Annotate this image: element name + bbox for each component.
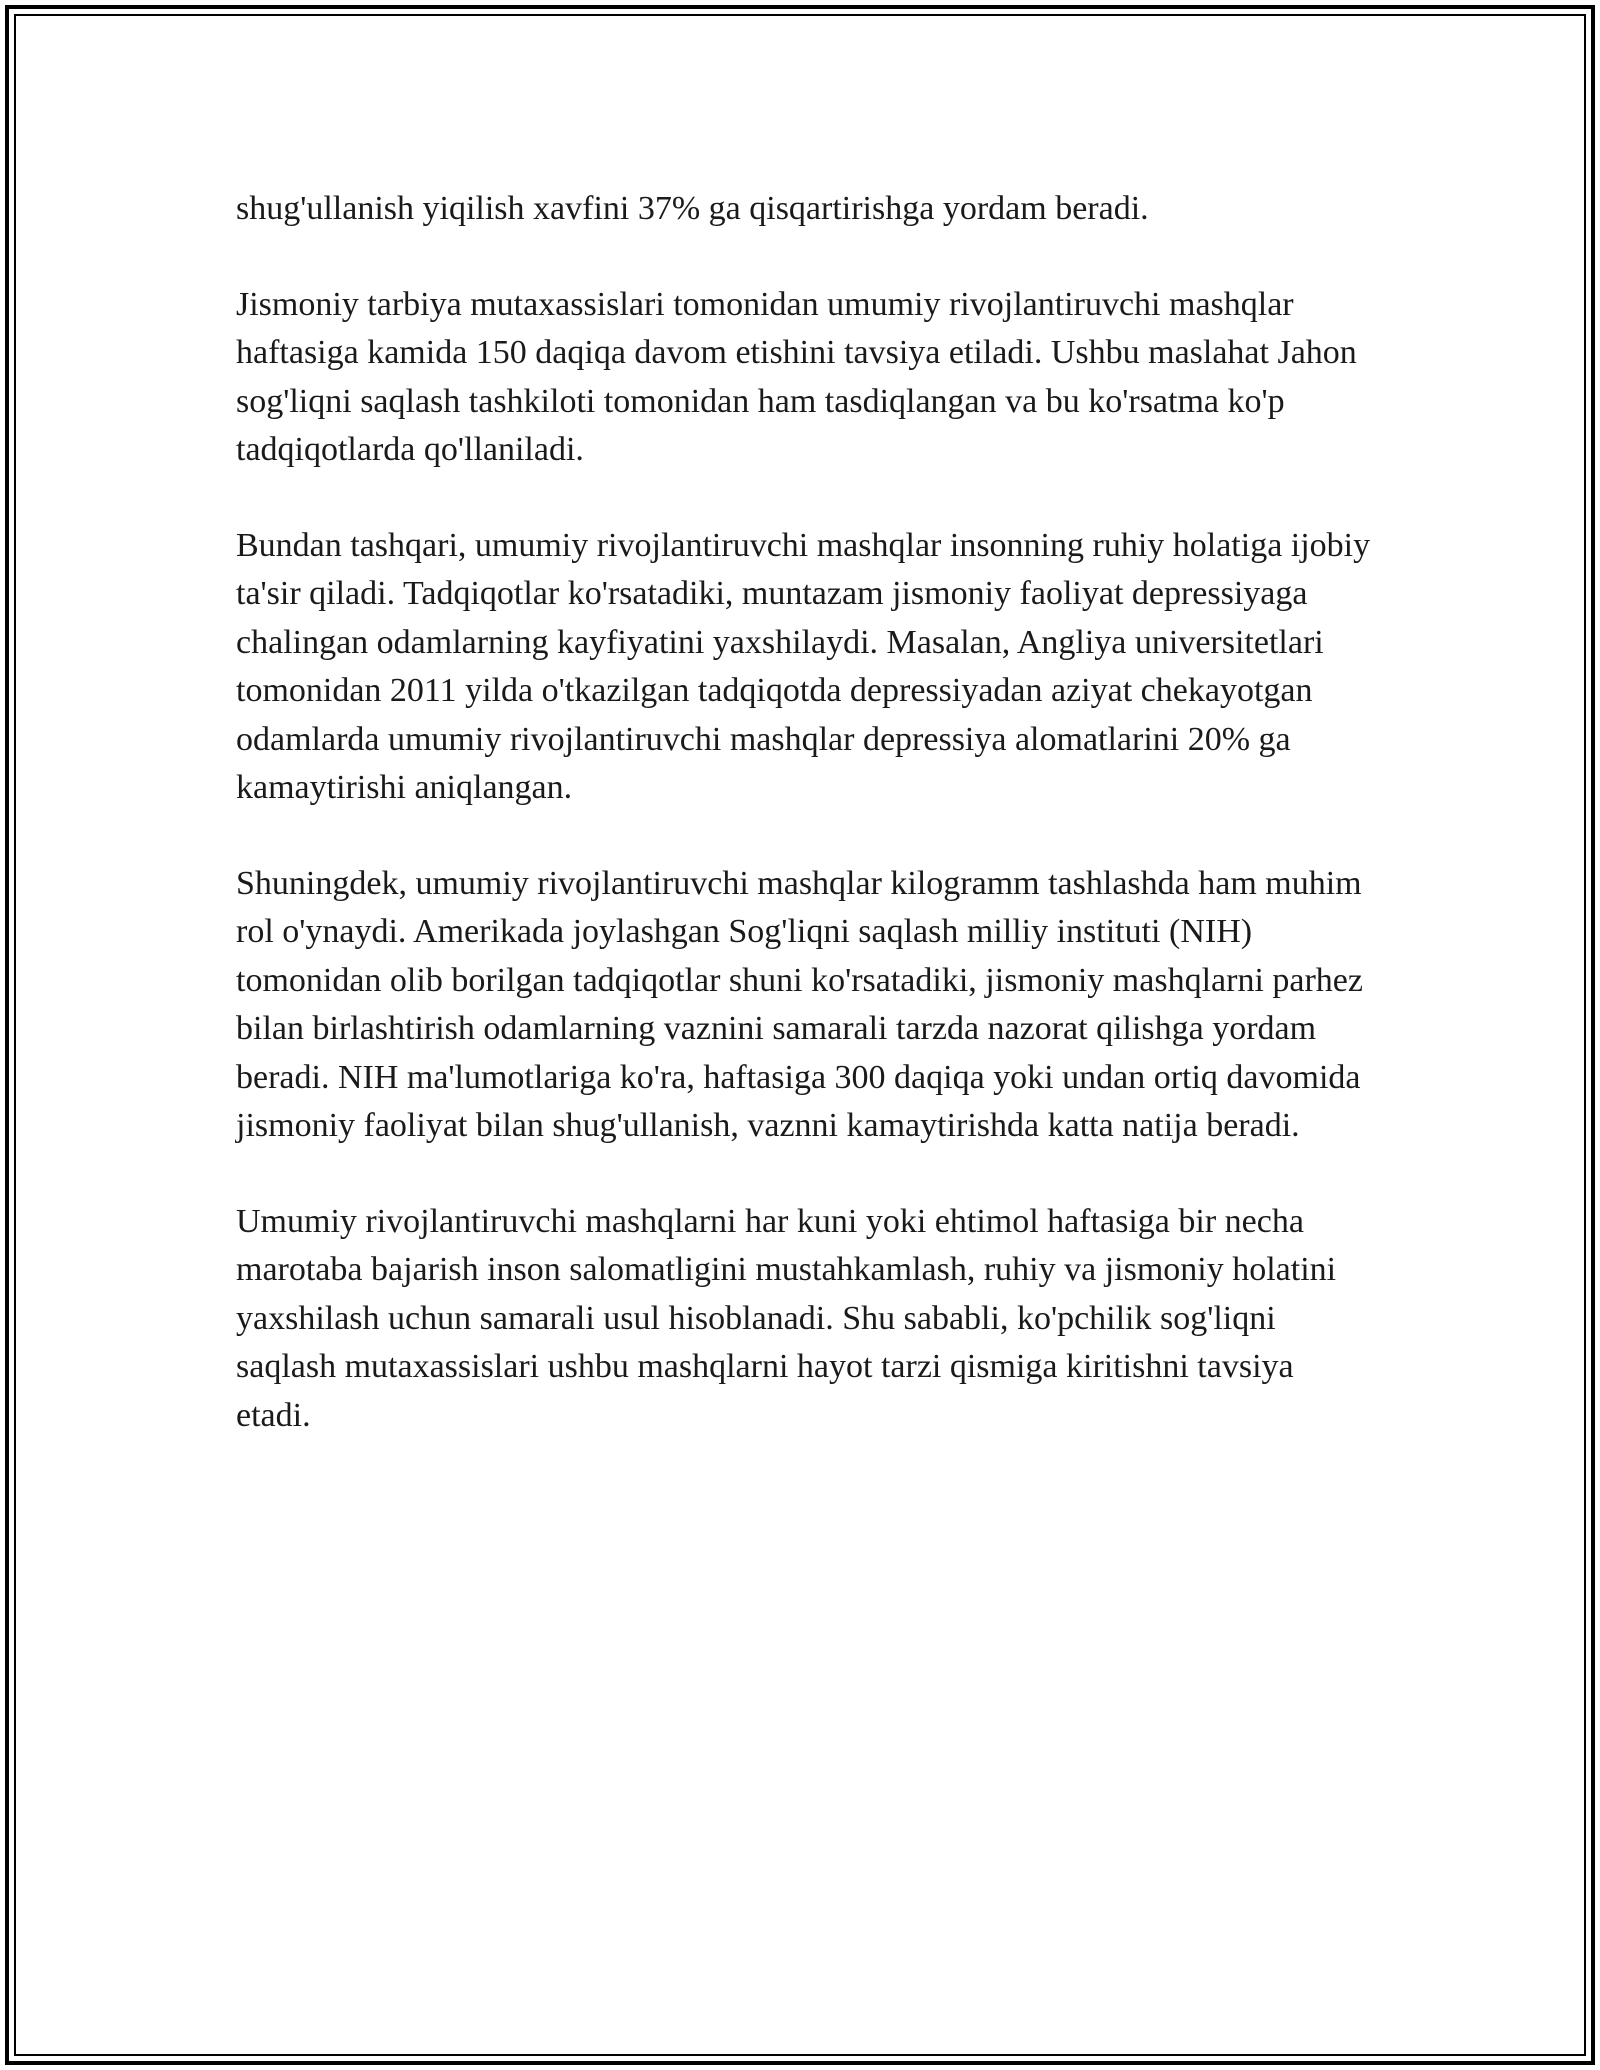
paragraph-2: Jismoniy tarbiya mutaxassislari tomonidan umumiy rivojlantiruvchi mashqlar haftasiga kamida 150 daqiqa davom etishini tavsiya etiladi. Ushbu maslahat Jahon sog'liqni saqlash tashkiloti tomonidan ham tasdiqlangan va bu ko'rsatma ko'p tadqiqotlarda qo'llaniladi. — [236, 285, 1357, 468]
paragraph-3: Bundan tashqari, umumiy rivojlantiruvchi mashqlar insonning ruhiy holatiga ijobiy ta'sir qiladi. Tadqiqotlar ko'rsatadiki, muntazam jismoniy faoliyat depressiyaga chalingan odamlarning kayfiyatini yaxshilaydi. Masalan, Angliya universitetlari tomonidan 2011 yilda o'tkazilgan tadqiqotda depressiyadan aziyat chekayotgan odamlarda umumiy rivojlantiruvchi mashqlar depressiya alomatlarini 20% ga kamaytirishi aniqlangan. — [236, 526, 1371, 806]
paragraph-1: shug'ullanish yiqilish xavfini 37% ga qisqartirishga yordam beradi. — [236, 190, 1149, 227]
paragraph-5: Umumiy rivojlantiruvchi mashqlarni har kuni yoki ehtimol haftasiga bir necha marotaba bajarish inson salomatligini mustahkamlash, ruhiy va jismoniy holatini yaxshilash uchun samarali usul hisoblanadi. Shu sababli, ko'pchilik sog'liqni saqlash mutaxassislari ushbu mashqlarni hayot tarzi qismiga kiritishni tavsiya etadi. — [236, 1202, 1337, 1434]
document-body — [236, 185, 1376, 1487]
paragraph-4: Shuningdek, umumiy rivojlantiruvchi mashqlar kilogramm tashlashda ham muhim rol o'ynaydi. Amerikada joylashgan Sog'liqni saqlash milliy instituti (NIH) tomonidan olib borilgan tadqiqotlar shuni ko'rsatadiki, jismoniy mashqlarni parhez bilan birlashtirish odamlarning vaznini samarali tarzda nazorat qilishga yordam beradi. NIH ma'lumotlariga ko'ra, haftasiga 300 daqiqa yoki undan ortiq davomida jismoniy faoliyat bilan shug'ullanish, vaznni kamaytirishda katta natija beradi. — [236, 864, 1363, 1144]
